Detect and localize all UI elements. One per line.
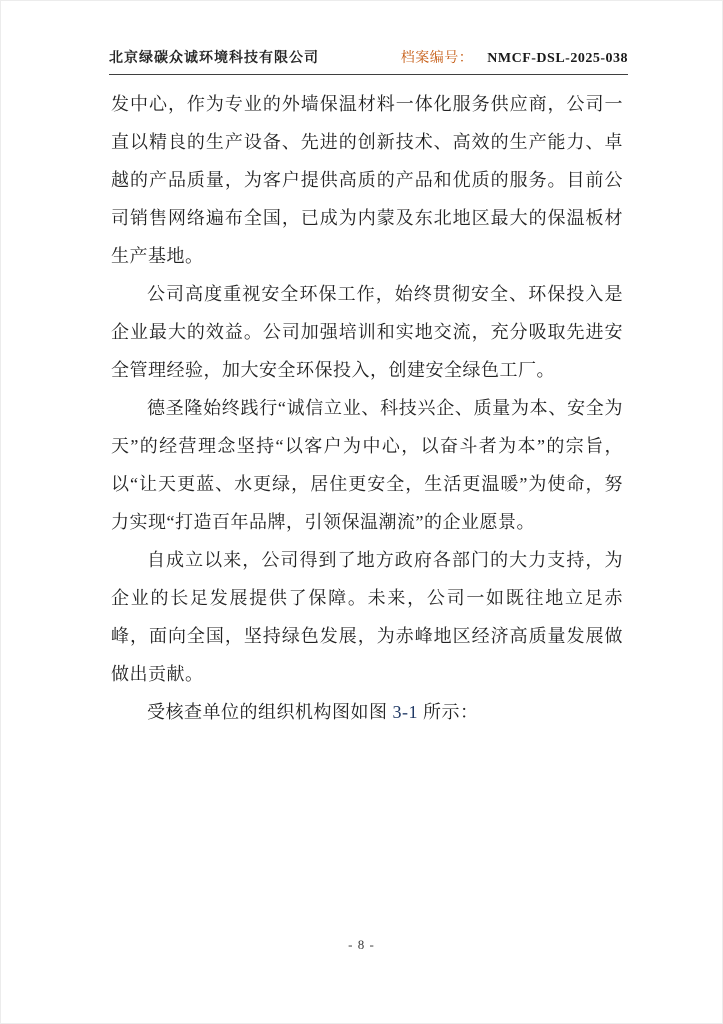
page-footer bbox=[1, 937, 722, 953]
header-archive bbox=[401, 47, 628, 67]
page-header bbox=[109, 47, 628, 75]
header-company-name: 北京绿碳众诚环境科技有限公司 bbox=[109, 51, 319, 66]
figure-ref-suffix: 所示： bbox=[418, 702, 479, 722]
figure-reference-line bbox=[111, 693, 623, 731]
page-number: - 8 - bbox=[348, 937, 375, 952]
figure-ref-prefix: 受核查单位的组织机构图如图 bbox=[147, 702, 393, 722]
document-body bbox=[111, 85, 623, 731]
header-row bbox=[109, 47, 628, 67]
paragraph-safety-environment: 公司高度重视安全环保工作，始终贯彻安全、环保投入是企业最大的效益。公司加强培训和实地交流，充分吸取先进安全管理经验，加大安全环保投入，创建安全绿色工厂。 bbox=[111, 284, 623, 380]
figure-ref-link[interactable]: 3-1 bbox=[392, 702, 418, 722]
paragraph-company-intro: 发中心，作为专业的外墙保温材料一体化服务供应商，公司一直以精良的生产设备、先进的创新技术、高效的生产能力、卓越的产品质量，为客户提供高质的产品和优质的服务。目前公司销售网络遍布全国，已成为内蒙及东北地区最大的保温板材生产基地。 bbox=[111, 94, 623, 266]
archive-number-label: 档案编号： bbox=[400, 51, 474, 66]
paragraph-future-outlook: 自成立以来，公司得到了地方政府各部门的大力支持，为企业的长足发展提供了保障。未来，公司一如既往地立足赤峰，面向全国，坚持绿色发展，为赤峰地区经济高质量发展做做出贡献。 bbox=[111, 550, 623, 684]
paragraph-company-values: 德圣隆始终践行“诚信立业、科技兴企、质量为本、安全为天”的经营理念坚持“以客户为中心，以奋斗者为本”的宗旨，以“让天更蓝、水更绿，居住更安全，生活更温暖”为使命，努力实现“打造百年品牌，引领保温潮流”的企业愿景。 bbox=[111, 398, 623, 532]
archive-number-value: NMCF-DSL-2025-038 bbox=[487, 51, 628, 66]
